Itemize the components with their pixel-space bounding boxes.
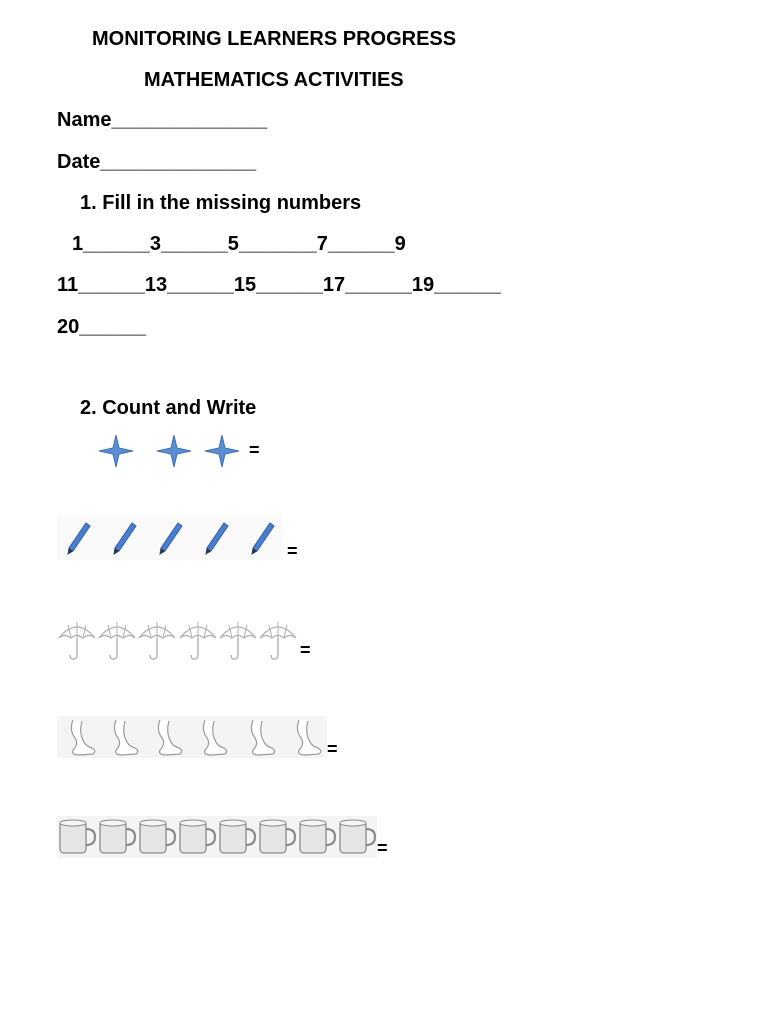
equals-sign: =: [249, 440, 260, 460]
pen-icon: [64, 520, 92, 556]
umbrella-icon: [137, 618, 177, 660]
equals-sign: =: [300, 640, 311, 660]
cup-icon: [137, 817, 177, 857]
question-2-heading: 2. Count and Write: [80, 397, 257, 419]
sock-icon: [65, 718, 99, 758]
umbrella-icon: [97, 618, 137, 660]
star-icon: [97, 433, 135, 469]
pen-icon: [156, 520, 184, 556]
pen-icon: [202, 520, 230, 556]
star-icon: [155, 433, 193, 469]
question-1-heading: 1. Fill in the missing numbers: [80, 192, 362, 214]
number-sequence-line-1: 1______3______5_______7______9: [72, 233, 406, 255]
equals-sign: =: [287, 541, 298, 561]
worksheet-subtitle: MATHEMATICS ACTIVITIES: [144, 69, 404, 91]
cup-icon: [177, 817, 217, 857]
cup-icon: [337, 817, 377, 857]
name-field: Name______________: [57, 109, 268, 131]
sock-icon: [291, 718, 325, 758]
umbrella-icon: [178, 618, 218, 660]
equals-sign: =: [327, 739, 338, 759]
sock-icon: [197, 718, 231, 758]
umbrella-icon: [57, 618, 97, 660]
equals-sign: =: [377, 838, 388, 858]
sock-icon: [108, 718, 142, 758]
cup-icon: [217, 817, 257, 857]
worksheet-title: MONITORING LEARNERS PROGRESS: [92, 28, 457, 50]
sock-icon: [152, 718, 186, 758]
number-sequence-line-2: 11______13______15______17______19______: [57, 274, 501, 296]
cup-icon: [257, 817, 297, 857]
umbrella-icon: [218, 618, 258, 660]
cup-icon: [57, 817, 97, 857]
date-field: Date______________: [57, 151, 257, 173]
star-icon: [203, 433, 241, 469]
sock-icon: [245, 718, 279, 758]
pen-icon: [248, 520, 276, 556]
number-sequence-line-3: 20______: [57, 316, 146, 338]
cup-icon: [297, 817, 337, 857]
umbrella-icon: [258, 618, 298, 660]
cup-icon: [97, 817, 137, 857]
pen-icon: [110, 520, 138, 556]
